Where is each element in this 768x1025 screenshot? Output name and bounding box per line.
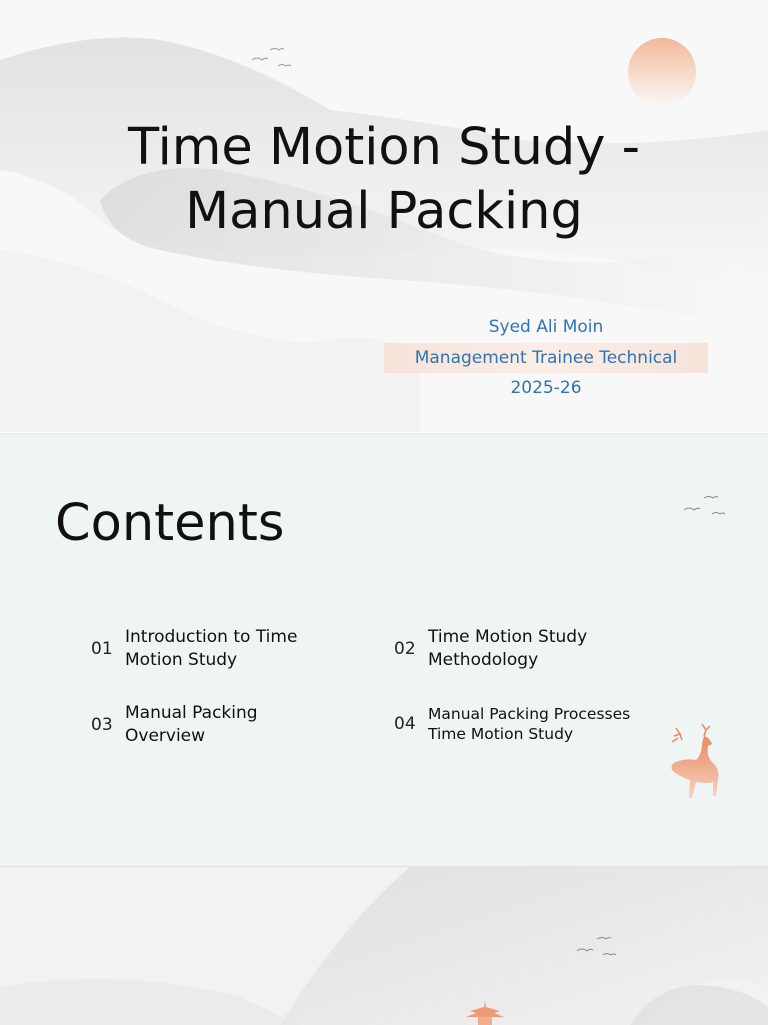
toc-number: 04: [394, 714, 416, 734]
sun-icon: [628, 38, 696, 106]
title-slide: [0, 0, 768, 432]
toc-label: Manual Packing Processes Time Motion Study: [428, 705, 631, 743]
mountain-mist-background: [0, 867, 768, 1025]
toc-item-1[interactable]: [91, 626, 297, 672]
pagoda-icon: [464, 1001, 506, 1025]
presentation-title: Time Motion Study - Manual Packing: [128, 118, 640, 241]
birds-icon: [682, 496, 732, 526]
toc-item-2[interactable]: [394, 626, 587, 672]
contents-heading: Contents: [55, 494, 285, 553]
author-name: Syed Ali Moin: [488, 317, 604, 337]
deer-icon: [666, 724, 726, 804]
birds-icon: [575, 937, 625, 967]
next-slide-partial: [0, 866, 768, 1025]
toc-label: Introduction to Time Motion Study: [125, 627, 298, 670]
toc-number: 03: [91, 715, 113, 735]
birds-icon: [250, 46, 300, 76]
toc-number: 02: [394, 639, 416, 659]
toc-label: Manual Packing Overview: [125, 703, 258, 746]
toc-number: 01: [91, 639, 113, 659]
author-block: [384, 312, 708, 404]
toc-label: Time Motion Study Methodology: [428, 627, 588, 670]
author-role: Management Trainee Technical: [384, 343, 708, 374]
toc-item-3[interactable]: [91, 702, 258, 748]
presentation-year: 2025-26: [510, 378, 582, 398]
contents-slide: [0, 433, 768, 866]
toc-item-4[interactable]: [394, 704, 630, 744]
